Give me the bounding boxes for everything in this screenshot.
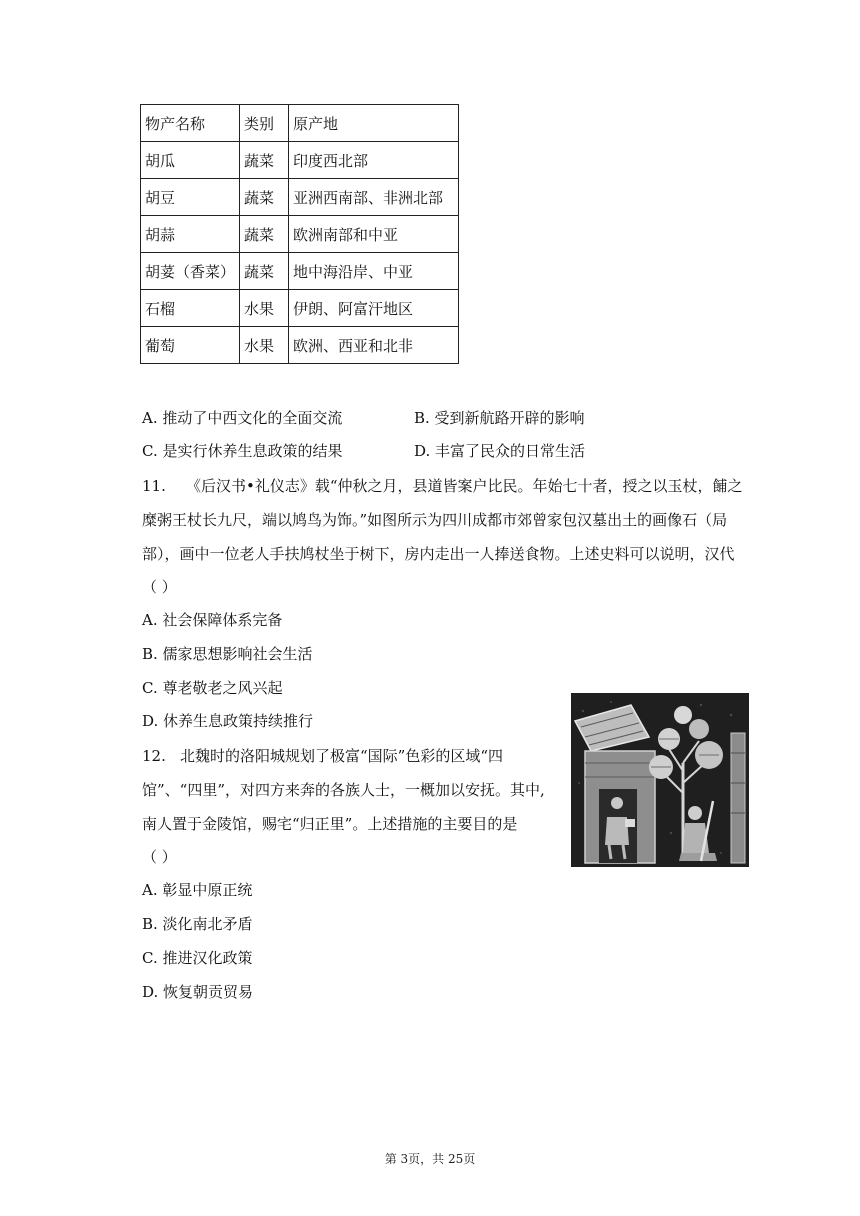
han-stone-relief-image	[571, 693, 749, 867]
q12-answer-blank: （ ）	[142, 848, 177, 866]
q11-stem-line-2: 糜粥王杖长九尺，端以鸠鸟为饰。”如图所示为四川成都市郊曾家包汉墓出土的画像石（局	[142, 511, 728, 529]
table-header-cell: 原产地	[289, 105, 459, 142]
table-row	[141, 253, 459, 290]
table-cell: 印度西北部	[289, 142, 459, 179]
q11-option-a[interactable]: A. 社会保障体系完备	[142, 611, 283, 629]
q12-stem-line-1: 北魏时的洛阳城规划了极富“国际”色彩的区域“四	[180, 747, 504, 765]
q12-option-d[interactable]: D. 恢复朝贡贸易	[142, 983, 254, 1001]
table-header-cell: 物产名称	[141, 105, 240, 142]
table-cell: 蔬菜	[240, 253, 289, 290]
table-cell: 胡蒜	[141, 216, 240, 253]
q11-option-d[interactable]: D. 休养生息政策持续推行	[142, 712, 314, 730]
table-cell: 亚洲西南部、非洲北部	[289, 179, 459, 216]
q11-option-c[interactable]: C. 尊老敬老之风兴起	[142, 679, 283, 697]
page-number-footer: 第 3页，共 25页	[384, 1152, 476, 1166]
q10-option-a[interactable]: A. 推动了中西文化的全面交流	[142, 409, 343, 427]
q12-number: 12.	[142, 747, 166, 765]
q12-option-c[interactable]: C. 推进汉化政策	[142, 949, 253, 967]
table-row	[141, 327, 459, 364]
q11-stem-line-3: 部），画中一位老人手扶鸠杖坐于树下，房内走出一人捧送食物。上述史料可以说明，汉代	[142, 545, 735, 563]
q11-answer-blank: （ ）	[142, 578, 177, 596]
q11-option-b[interactable]: B. 儒家思想影响社会生活	[142, 645, 313, 663]
table-cell: 胡瓜	[141, 142, 240, 179]
table-cell: 胡荽（香菜）	[141, 253, 240, 290]
q10-option-d[interactable]: D. 丰富了民众的日常生活	[414, 442, 586, 460]
q10-option-b[interactable]: B. 受到新航路开辟的影响	[414, 409, 585, 427]
q12-stem-line-2: 馆”、“四里”，对四方来奔的各族人士，一概加以安抚。其中,	[142, 781, 545, 799]
q11-stem-line-1: 《后汉书•礼仪志》载“仲秋之月，县道皆案户比民。年始七十者，授之以玉杖，餔之	[186, 477, 743, 495]
table-cell: 蔬菜	[240, 216, 289, 253]
q10-option-c[interactable]: C. 是实行休养生息政策的结果	[142, 442, 343, 460]
q12-option-b[interactable]: B. 淡化南北矛盾	[142, 915, 253, 933]
table-cell: 水果	[240, 327, 289, 364]
table-cell: 欧洲南部和中亚	[289, 216, 459, 253]
stone-relief-illustration	[571, 693, 749, 867]
q12-stem-line-3: 南人置于金陵馆，赐宅“归正里”。上述措施的主要目的是	[142, 815, 518, 833]
table-cell: 地中海沿岸、中亚	[289, 253, 459, 290]
q11-number: 11.	[142, 477, 166, 495]
table-row	[141, 179, 459, 216]
table-row	[141, 216, 459, 253]
table-header-row	[141, 105, 459, 142]
table-row	[141, 142, 459, 179]
table-cell: 伊朗、阿富汗地区	[289, 290, 459, 327]
table-cell: 欧洲、西亚和北非	[289, 327, 459, 364]
table-header-cell: 类别	[240, 105, 289, 142]
table-cell: 葡萄	[141, 327, 240, 364]
produce-origin-table	[140, 104, 459, 364]
table-cell: 石榴	[141, 290, 240, 327]
q12-option-a[interactable]: A. 彰显中原正统	[142, 881, 253, 899]
table-cell: 蔬菜	[240, 142, 289, 179]
table-cell: 蔬菜	[240, 179, 289, 216]
table-cell: 胡豆	[141, 179, 240, 216]
table-cell: 水果	[240, 290, 289, 327]
table-row	[141, 290, 459, 327]
